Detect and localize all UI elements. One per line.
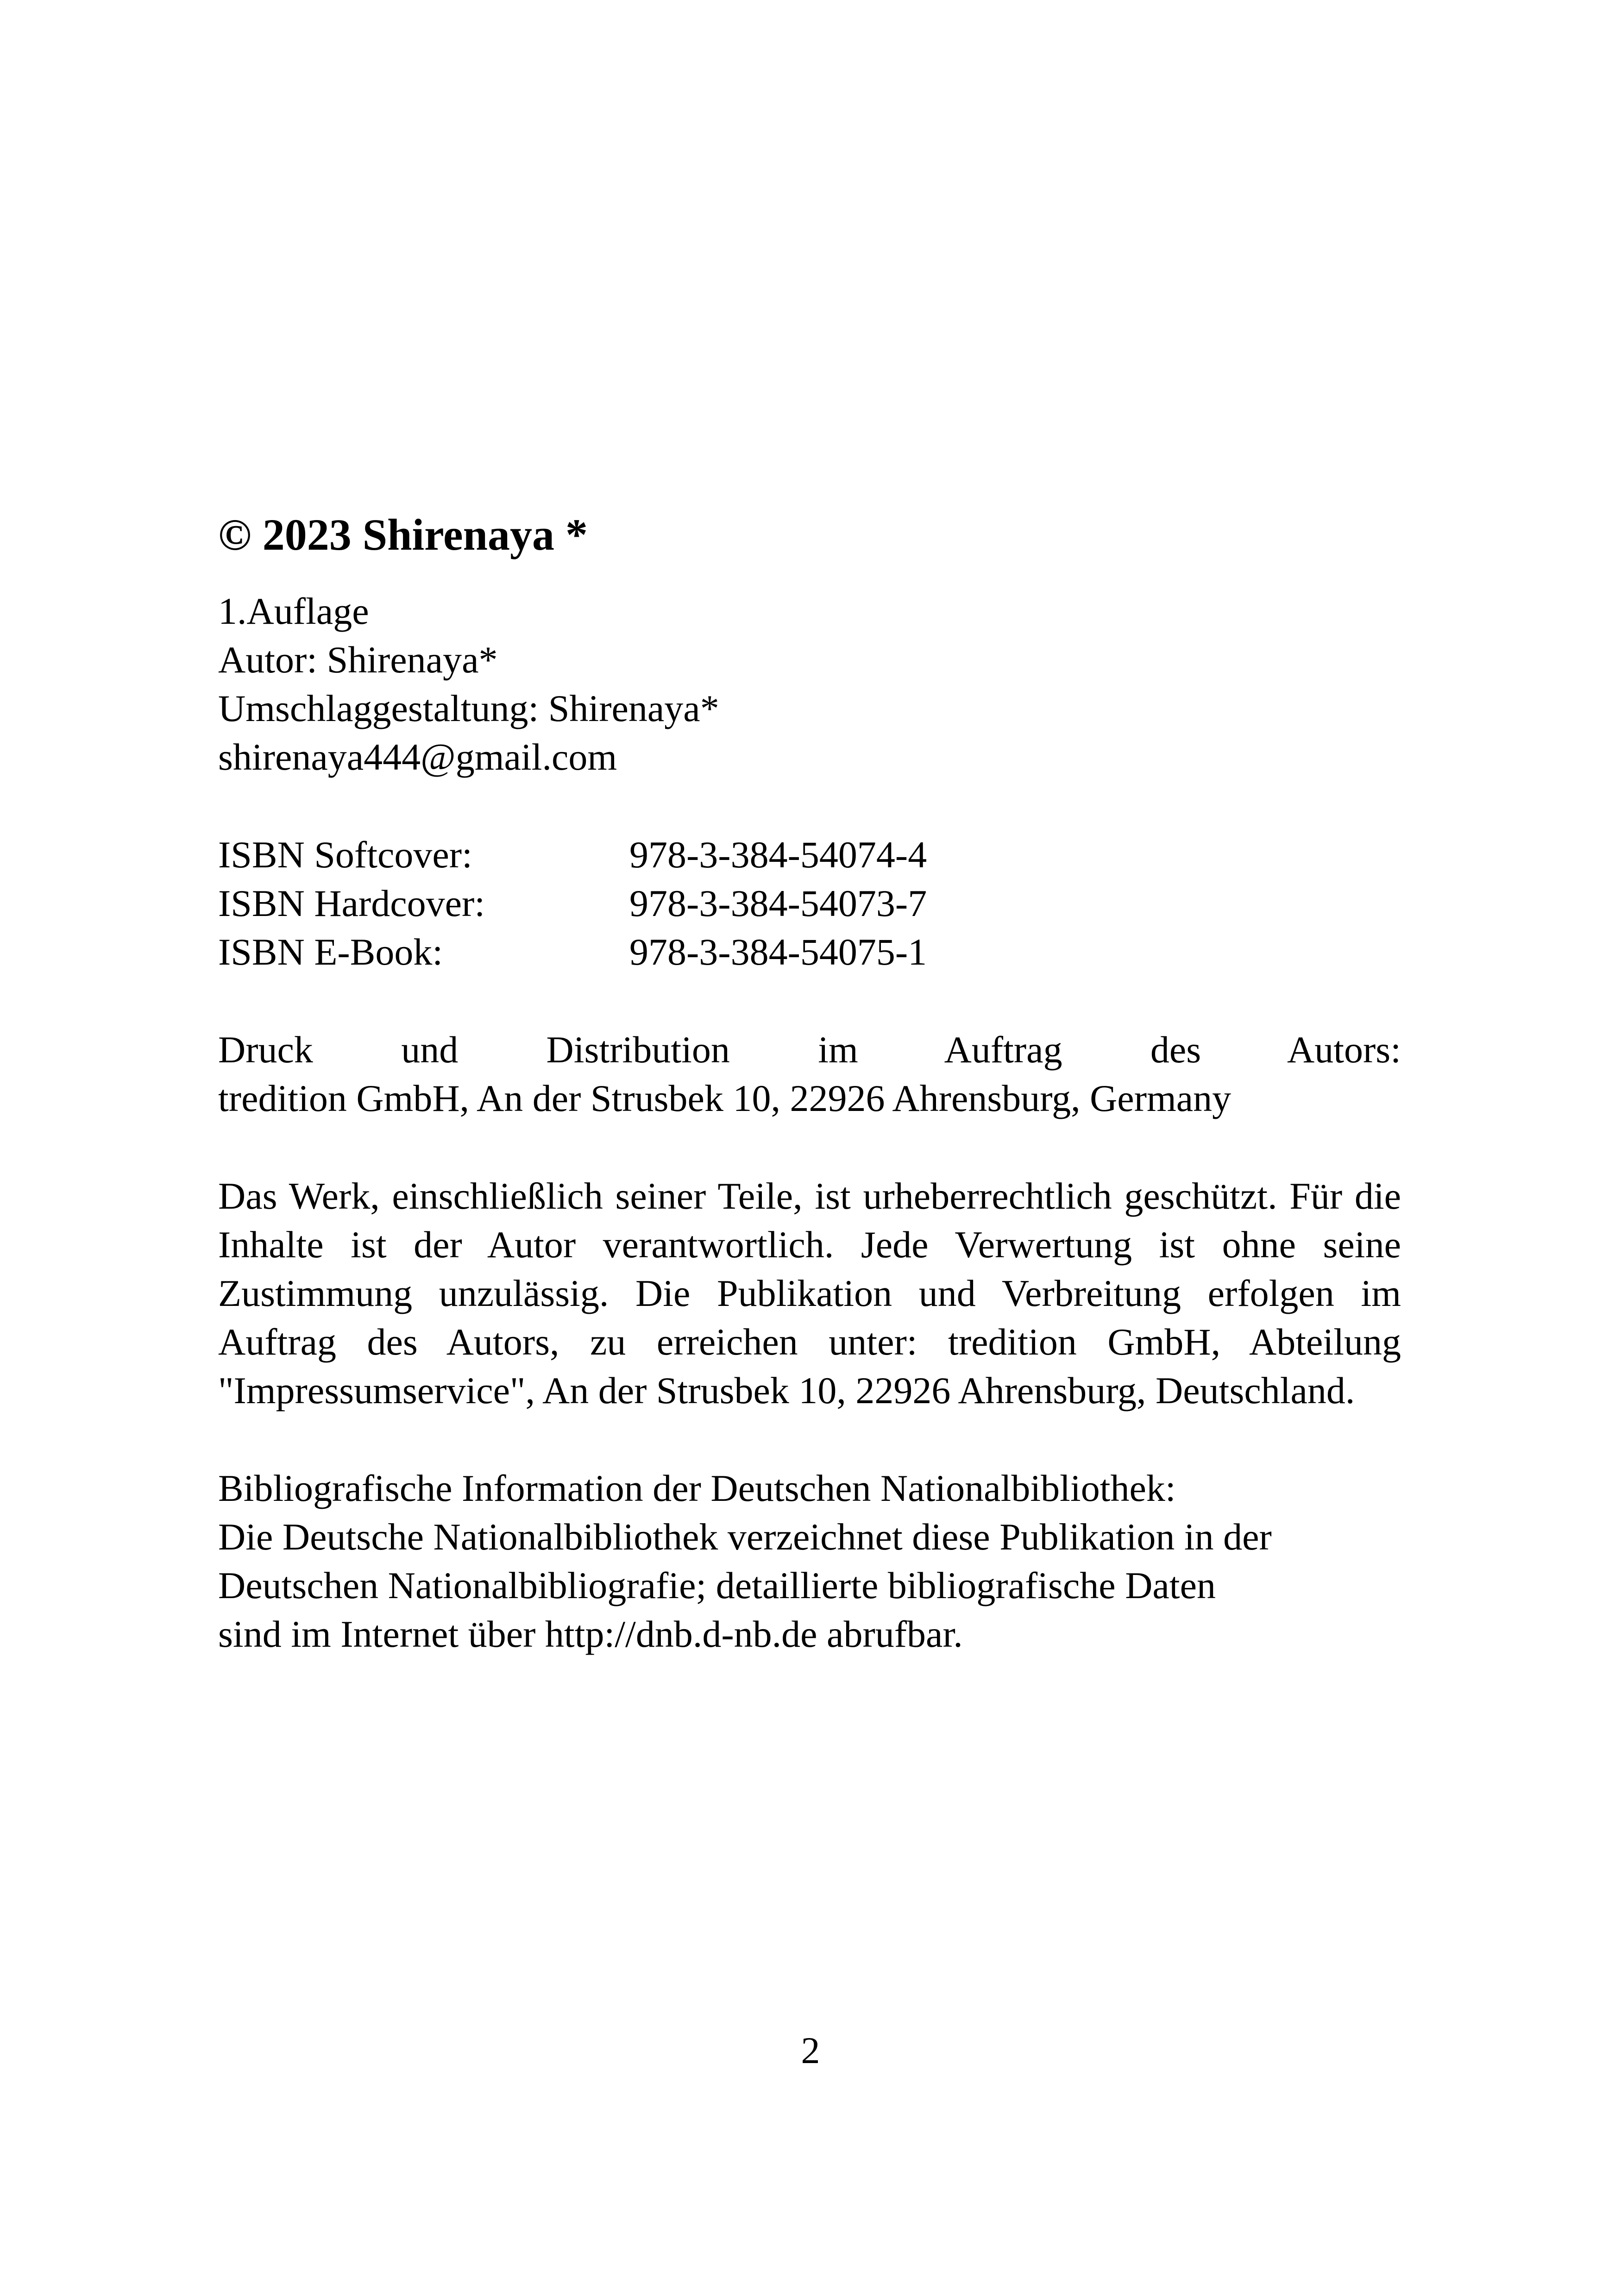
isbn-value: 978-3-384-54074-4: [629, 834, 927, 876]
biblio-line: Die Deutsche Nationalbibliothek verzeichnet diese Publikation in der: [218, 1516, 1272, 1558]
spacer: [218, 781, 1401, 830]
spacer: [218, 1123, 1401, 1172]
publisher-address-line: tredition GmbH, An der Strusbek 10, 22926 Ahrensburg, Germany: [218, 1077, 1231, 1119]
isbn-label: ISBN Softcover:: [218, 834, 472, 876]
bibliographic-info: [218, 1464, 1401, 1658]
edition-line: 1.Auflage: [218, 590, 369, 632]
isbn-value: 978-3-384-54073-7: [629, 882, 927, 924]
imprint-block: [218, 507, 1401, 1658]
copyright-title: © 2023 Shirenaya *: [218, 510, 588, 559]
copyright-paragraph: Das Werk, einschließlich seiner Teile, ist urheberrechtlich geschützt. Für die Inhalte ist der Autor verantwortlich. Jede Verwertung ist ohne seine Zustimmung unzulässig. Die Publikation und Verbreitung erfolgen im Auftrag des Autors, zu erreichen unter: tredition GmbH, Abteilung "Impressumservice", An der Strusbek 10, 22926 Ahrensburg, Deutschland.: [218, 1175, 1401, 1411]
print-distribution-line: Druck und Distribution im Auftrag des Autors:: [218, 1029, 1401, 1071]
author-line: Autor: Shirenaya*: [218, 639, 498, 681]
email-line: shirenaya444@gmail.com: [218, 736, 617, 778]
isbn-row-ebook: [218, 928, 1401, 976]
spacer: [218, 976, 1401, 1025]
isbn-label: ISBN E-Book:: [218, 931, 443, 973]
isbn-label: ISBN Hardcover:: [218, 882, 485, 924]
page-number: 2: [801, 2029, 820, 2071]
isbn-list: [218, 830, 1401, 976]
isbn-row-softcover: [218, 830, 1401, 879]
isbn-row-hardcover: [218, 879, 1401, 928]
biblio-line: Bibliografische Information der Deutschen Nationalbibliothek:: [218, 1467, 1176, 1509]
biblio-line: Deutschen Nationalbibliografie; detaillierte bibliografische Daten: [218, 1564, 1216, 1606]
isbn-value: 978-3-384-54075-1: [629, 931, 927, 973]
spacer: [218, 1415, 1401, 1464]
biblio-line: sind im Internet über http://dnb.d-nb.de abrufbar.: [218, 1613, 963, 1655]
cover-design-line: Umschlaggestaltung: Shirenaya*: [218, 687, 719, 729]
